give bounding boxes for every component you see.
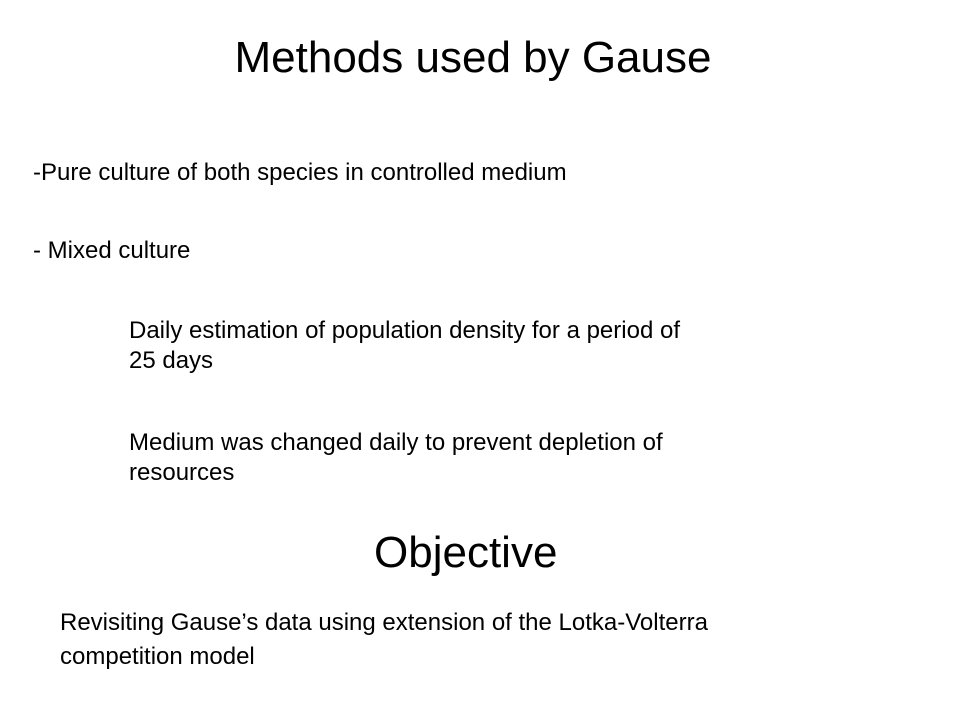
sub-item-line: resources [129,459,235,486]
slide-title: Methods used by Gause [234,33,712,82]
sub-item-line: Medium was changed daily to prevent depletion of [129,429,663,456]
bullet-mixed-culture: - Mixed culture [33,237,191,264]
objective-heading: Objective [374,528,558,577]
sub-item-daily-estimation [129,316,889,376]
sub-item-medium-changed [129,428,889,488]
sub-item-line: Daily estimation of population density for a period of [129,317,680,344]
objective-line: competition model [60,643,255,670]
objective-text [60,606,940,674]
objective-line: Revisiting Gause’s data using extension of the Lotka-Volterra [60,609,708,636]
sub-item-line: 25 days [129,347,214,374]
bullet-pure-culture: -Pure culture of both species in controlled medium [33,159,567,186]
